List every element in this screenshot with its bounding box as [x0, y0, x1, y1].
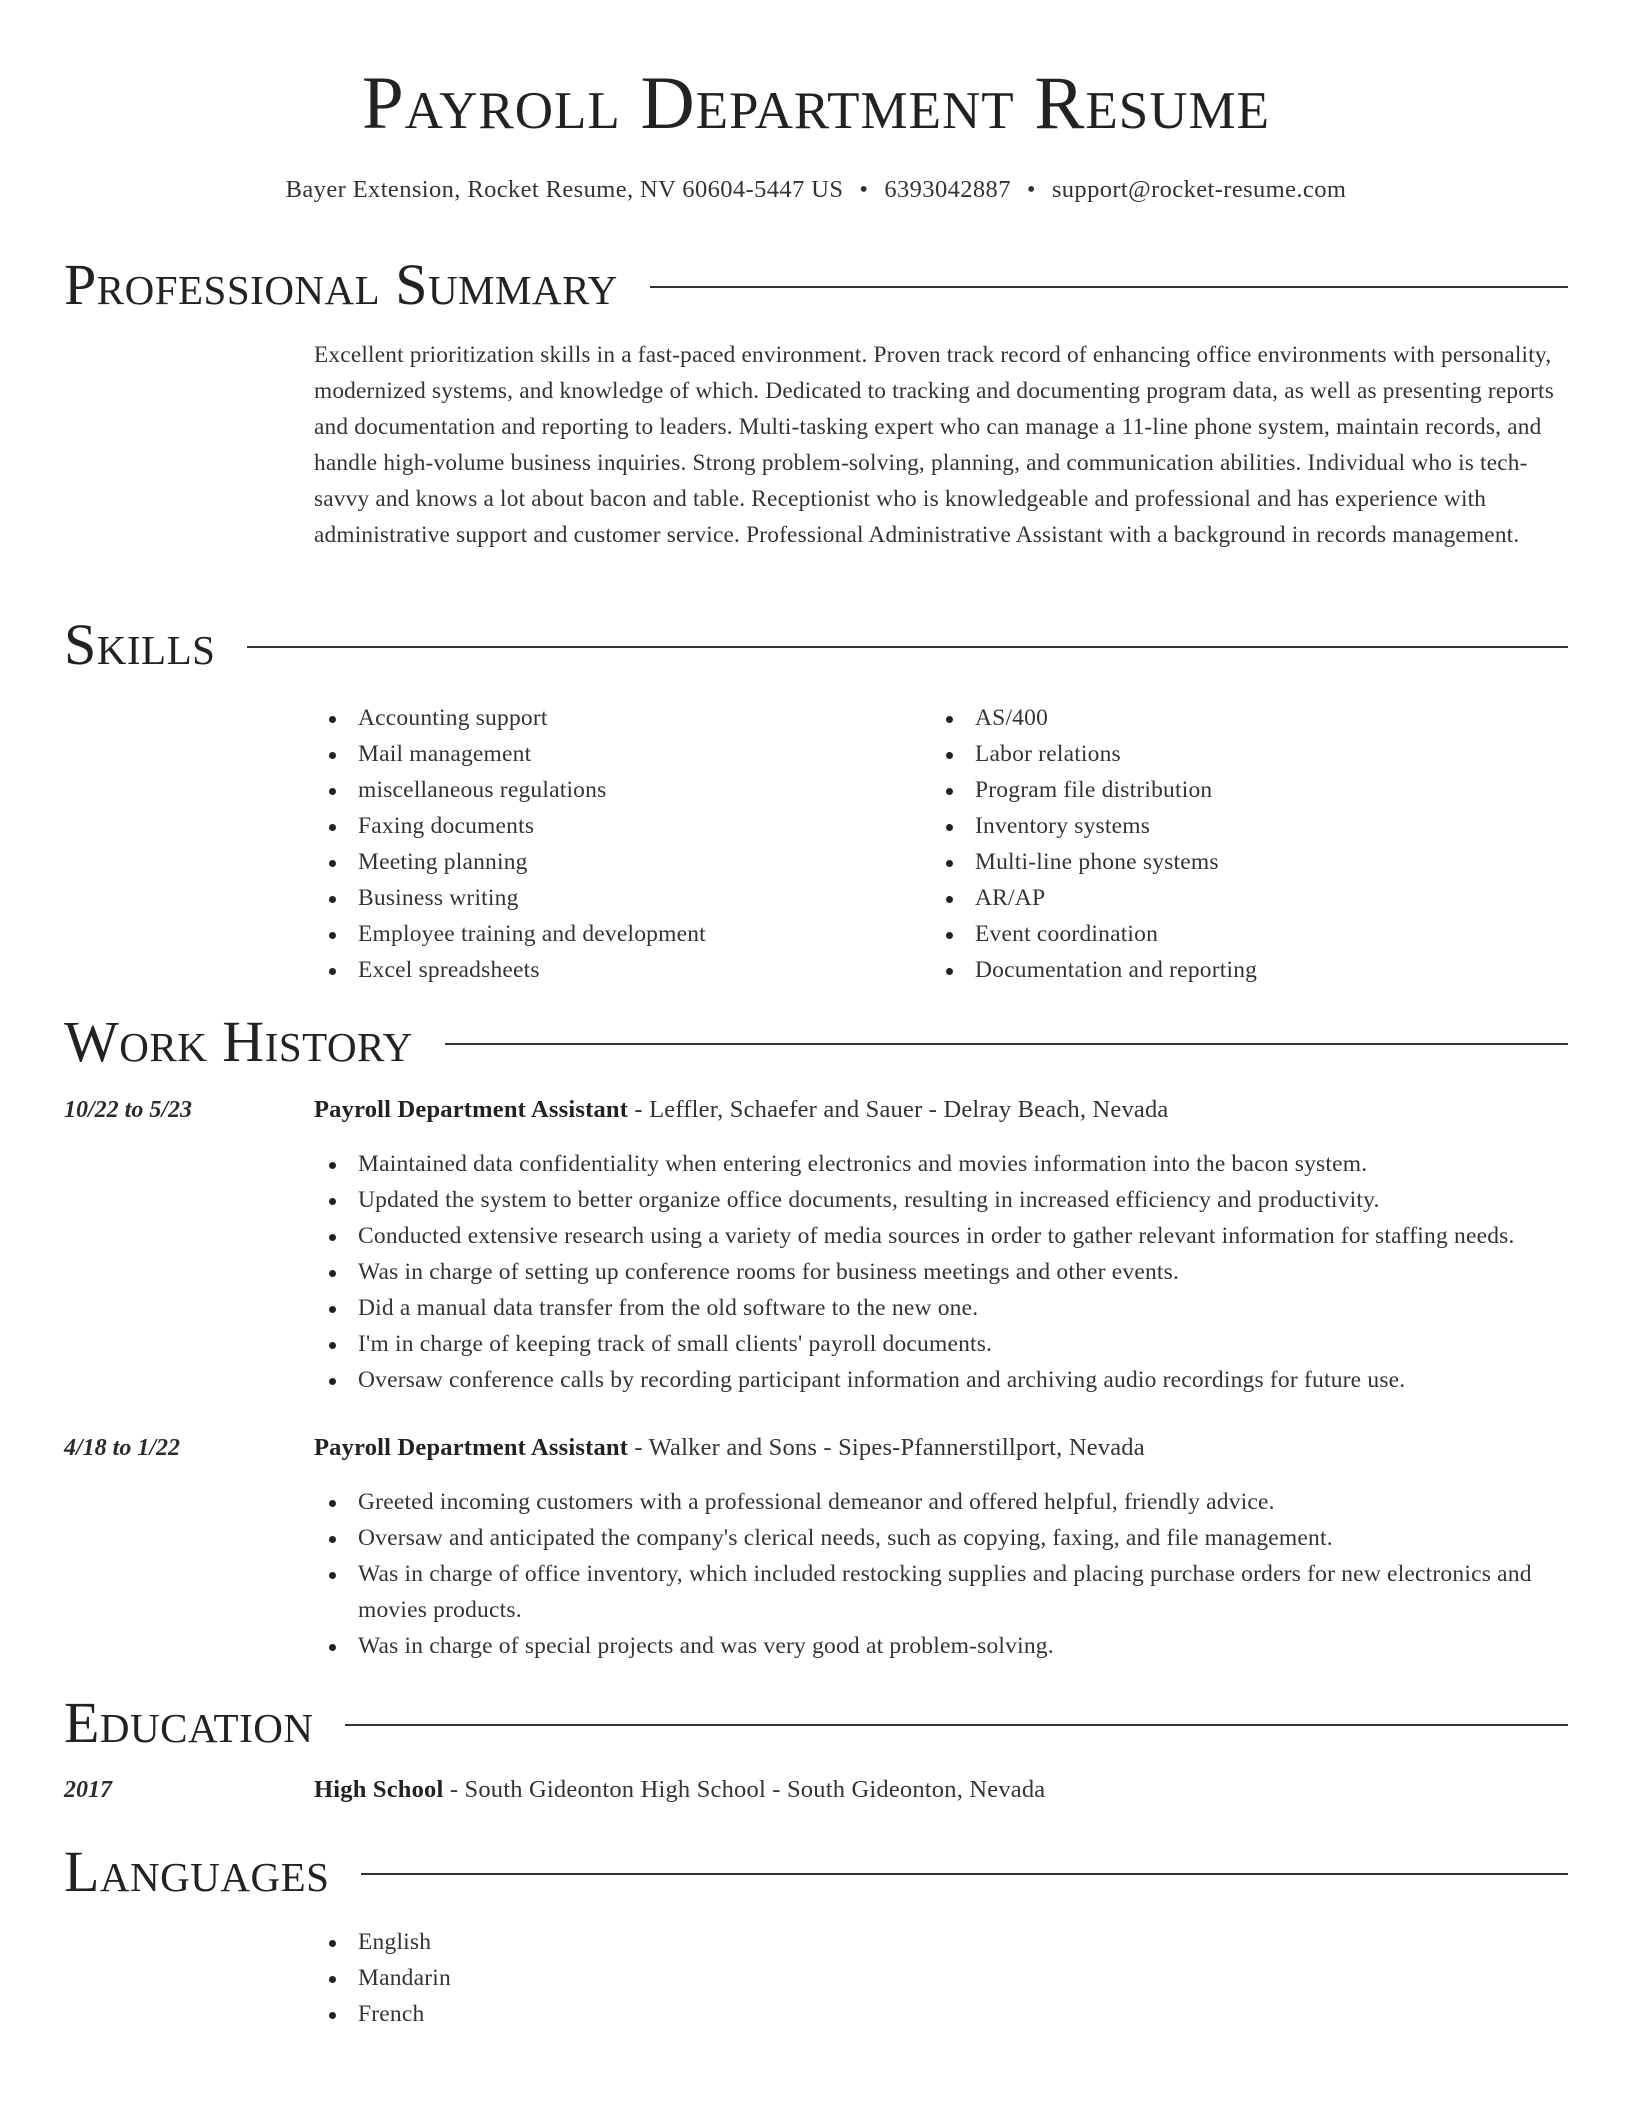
job-employer: - Walker and Sons - Sipes-Pfannerstillport, Nevada	[628, 1434, 1145, 1461]
skill-item: Employee training and development	[314, 916, 914, 952]
section-title-education: Education	[64, 1690, 314, 1755]
summary-section-header	[64, 253, 1568, 317]
job-employer: - Leffler, Schaefer and Sauer - Delray Beach, Nevada	[628, 1096, 1169, 1123]
contact-phone: 6393042887	[884, 176, 1011, 203]
skill-item: Program file distribution	[931, 772, 1531, 808]
skill-item: Faxing documents	[314, 808, 914, 844]
section-divider	[650, 286, 1568, 288]
section-title-skills: Skills	[64, 612, 216, 677]
job-duty: I'm in charge of keeping track of small clients' payroll documents.	[314, 1326, 1574, 1362]
education-degree: High School	[314, 1776, 444, 1803]
education-school: - South Gideonton High School - South Gideonton, Nevada	[443, 1776, 1046, 1803]
skill-item: Inventory systems	[931, 808, 1531, 844]
skill-item: Event coordination	[931, 916, 1531, 952]
job-dates: 4/18 to 1/22	[64, 1435, 181, 1461]
language-item: Mandarin	[314, 1960, 1574, 1996]
education-entry	[314, 1772, 1045, 1808]
job-dates: 10/22 to 5/23	[64, 1097, 193, 1123]
contact-line	[0, 172, 1632, 208]
section-divider	[345, 1724, 1568, 1726]
job-duty: Was in charge of special projects and was very good at problem-solving.	[314, 1628, 1574, 1664]
contact-separator: •	[1026, 176, 1036, 203]
section-divider	[247, 646, 1568, 648]
language-item: French	[314, 1996, 1574, 2032]
job-title	[314, 1430, 1145, 1466]
job-duty: Did a manual data transfer from the old software to the new one.	[314, 1290, 1574, 1326]
job-duty: Maintained data confidentiality when entering electronics and movies information into the bacon system.	[314, 1146, 1574, 1182]
job-duty: Oversaw conference calls by recording participant information and archiving audio recordings for future use.	[314, 1362, 1574, 1398]
skill-item: Excel spreadsheets	[314, 952, 914, 988]
job-duties-list	[314, 1146, 1574, 1398]
job-duty: Updated the system to better organize office documents, resulting in increased efficiency and productivity.	[314, 1182, 1574, 1218]
job-duty: Conducted extensive research using a variety of media sources in order to gather relevant information for staffing needs.	[314, 1218, 1574, 1254]
skills-list-left	[314, 700, 914, 988]
section-divider	[445, 1043, 1568, 1045]
education-section-header	[64, 1691, 1568, 1755]
job-duties-list	[314, 1484, 1574, 1664]
skill-item: miscellaneous regulations	[314, 772, 914, 808]
summary-text: Excellent prioritization skills in a fast-paced environment. Proven track record of enhancing office environments with personality, modernized systems, and knowledge of which. Dedicated to tracking and documenting program data, as well as presenting reports and documentation and reporting to leaders. Multi-tasking expert who can manage a 11-line phone system, maintain records, and handle high-volume business inquiries. Strong problem-solving, planning, and communication abilities. Individual who is tech-savvy and knows a lot about bacon and table. Receptionist who is knowledgeable and professional and has experience with administrative support and customer service. Professional Administrative Assistant with a background in records management.	[314, 342, 1554, 548]
contact-email[interactable]: support@rocket-resume.com	[1051, 176, 1347, 203]
skill-item: Accounting support	[314, 700, 914, 736]
resume-title: Payroll Department Resume	[361, 62, 1271, 145]
skill-item: AR/AP	[931, 880, 1531, 916]
skill-item: Mail management	[314, 736, 914, 772]
section-title-work: Work History	[64, 1009, 413, 1074]
section-title-languages: Languages	[64, 1839, 330, 1904]
skills-list-right	[931, 700, 1531, 988]
contact-address: Bayer Extension, Rocket Resume, NV 60604-5447 US	[285, 176, 844, 203]
work-section-header	[64, 1010, 1568, 1074]
job-position: Payroll Department Assistant	[314, 1096, 629, 1123]
job-duty: Greeted incoming customers with a professional demeanor and offered helpful, friendly advice.	[314, 1484, 1574, 1520]
job-position: Payroll Department Assistant	[314, 1434, 629, 1461]
skill-item: Business writing	[314, 880, 914, 916]
section-divider	[361, 1873, 1568, 1875]
skills-section-header	[64, 613, 1568, 677]
job-duty: Oversaw and anticipated the company's clerical needs, such as copying, faxing, and file management.	[314, 1520, 1574, 1556]
language-item: English	[314, 1924, 1574, 1960]
skill-item: AS/400	[931, 700, 1531, 736]
job-duty: Was in charge of office inventory, which included restocking supplies and placing purchase orders for new electronics and movies products.	[314, 1556, 1574, 1628]
skill-item: Labor relations	[931, 736, 1531, 772]
skill-item: Meeting planning	[314, 844, 914, 880]
languages-list	[314, 1924, 1574, 2032]
job-duty: Was in charge of setting up conference rooms for business meetings and other events.	[314, 1254, 1574, 1290]
section-title-summary: Professional Summary	[64, 252, 618, 317]
job-title	[314, 1092, 1169, 1128]
contact-separator: •	[859, 176, 869, 203]
skill-item: Documentation and reporting	[931, 952, 1531, 988]
education-year: 2017	[64, 1777, 112, 1803]
skill-item: Multi-line phone systems	[931, 844, 1531, 880]
languages-section-header	[64, 1840, 1568, 1904]
